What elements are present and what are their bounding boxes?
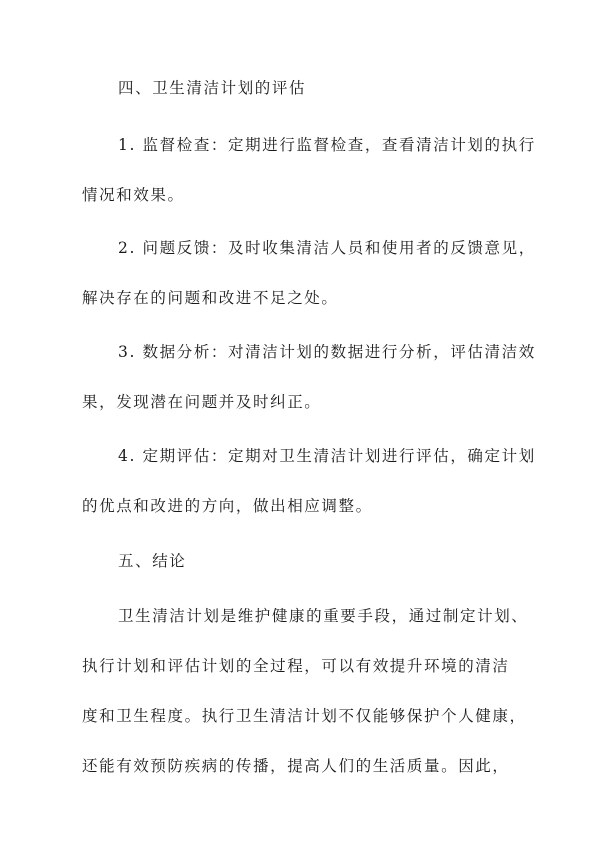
- conclusion-line-2: 执行计划和评估计划的全过程，可以有效提升环境的清洁: [82, 657, 510, 675]
- item-2-line-1: 2. 问题反馈：及时收集清洁人员和使用者的反馈意见，: [118, 239, 536, 257]
- conclusion-line-4: 还能有效预防疾病的传播，提高人们的生活质量。因此，: [82, 757, 510, 775]
- conclusion-line-1: 卫生清洁计划是维护健康的重要手段，通过制定计划、: [118, 607, 529, 625]
- item-1-line-1: 1. 监督检查：定期进行监督检查，查看清洁计划的执行: [118, 136, 536, 154]
- item-4-line-1: 4. 定期评估：定期对卫生清洁计划进行评估，确定计划: [118, 447, 536, 465]
- section-heading-conclusion: 五、结论: [118, 552, 187, 570]
- item-3-line-1: 3. 数据分析：对清洁计划的数据进行分析，评估清洁效: [118, 343, 536, 361]
- item-2-line-2: 解决存在的问题和改进不足之处。: [82, 289, 339, 307]
- item-4-line-2: 的优点和改进的方向，做出相应调整。: [82, 497, 373, 515]
- conclusion-line-3: 度和卫生程度。执行卫生清洁计划不仅能够保护个人健康，: [82, 707, 527, 725]
- item-1-line-2: 情况和效果。: [82, 186, 185, 204]
- item-3-line-2: 果，发现潜在问题并及时纠正。: [82, 393, 322, 411]
- section-heading-evaluation: 四、卫生清洁计划的评估: [118, 79, 307, 97]
